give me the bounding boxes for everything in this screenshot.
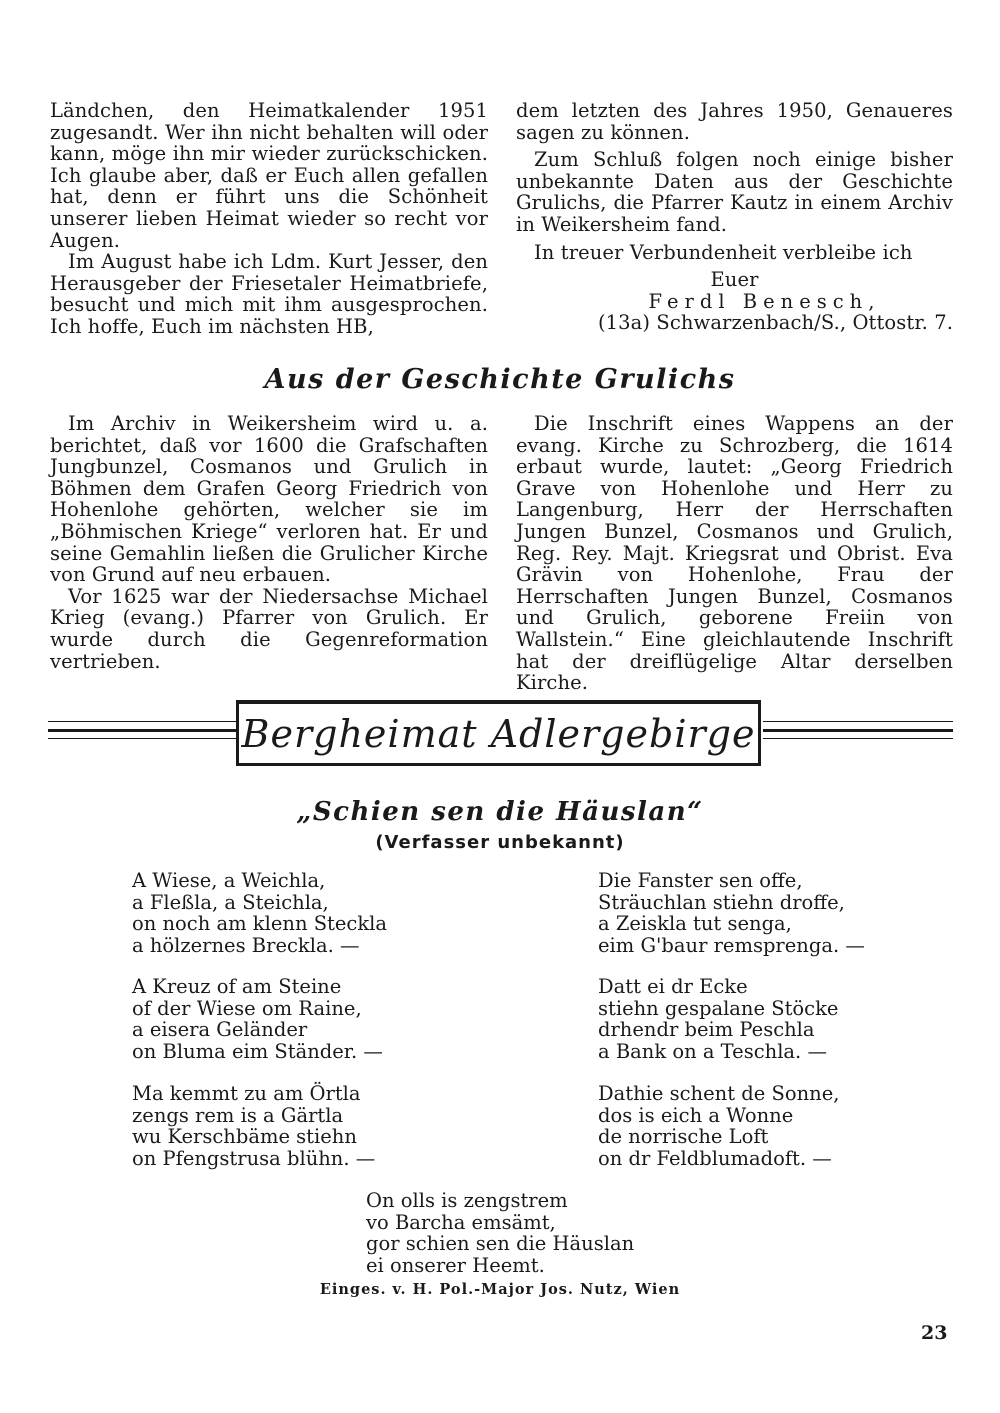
poem-line: zengs rem is a Gärtla <box>132 1103 344 1127</box>
poem-title: „Schien sen die Häuslan“ <box>296 797 704 827</box>
poem-stanza <box>132 870 387 956</box>
poem-line: Dathie schent de Sonne, <box>598 1082 840 1105</box>
poem-line: de norrische Loft <box>598 1125 769 1149</box>
poem-line: on Pfengstrusa blühn. — <box>132 1146 376 1170</box>
paragraph: Im August habe ich Ldm. Kurt Jesser, den Herausgeber der Friesetaler Heimatbriefe, besucht und mich mit ihm ausgesprochen. Ich hoffe, Euch im nächsten HB, <box>50 250 488 338</box>
poem-line: on noch am klenn Steckla <box>132 912 388 936</box>
banner-rule-right <box>763 721 953 745</box>
closing: Euer <box>710 268 759 292</box>
poem-line: a Zeiskla tut senga, <box>598 912 792 936</box>
paragraph: Die Inschrift eines Wappens an der evang. Kirche zu Schrozberg, die 1614 erbaut wurde, lautet: „Georg Friedrich Grave von Hohenlohe und Herr zu Langenburg, Herr der Herrschaften Jungen Bunzel, Cosmanos und Grulich, Reg. Rey. Majt. Kriegsrat und Obrist. Eva Grävin von Hohenlohe, Frau der Herrschaften Jungen Bunzel, Cosmanos und Grulich, geborene Freiin von Wallstein.“ Eine gleichlautende Inschrift hat der dreiflügelige Altar derselben Kirche. <box>516 412 953 695</box>
poem-stanza <box>598 870 865 956</box>
poem-line: a Fleßla, a Steichla, <box>132 890 329 914</box>
poem-line: vo Barcha emsämt, <box>366 1210 556 1234</box>
poem-stanza <box>132 1083 375 1169</box>
signature-address: (13a) Schwarzenbach/S., Ottostr. 7. <box>597 311 953 335</box>
paragraph: dem letzten des Jahres 1950, Genaueres sagen zu können. <box>516 99 953 144</box>
paragraph: In treuer Verbundenheit verbleibe ich <box>534 240 913 264</box>
paragraph: Zum Schluß folgen noch einige bisher unbekannte Daten aus der Geschichte Grulichs, die Pfarrer Kautz in einem Archiv in Weikersheim fand. <box>516 148 953 236</box>
banner-title: Bergheimat Adlergebirge <box>236 700 761 766</box>
poem-line: drhendr beim Peschla <box>598 1018 815 1042</box>
poem-line: A Kreuz of am Steine <box>132 975 342 998</box>
top-right-column <box>516 100 953 334</box>
poem-line: on dr Feldblumadoft. — <box>598 1146 832 1170</box>
poem-line: stiehn gespalane Stöcke <box>598 996 839 1020</box>
poem-stanza <box>598 1083 839 1169</box>
paragraph: Vor 1625 war der Niedersachse Michael Krieg (evang.) Pfarrer von Grulich. Er wurde durch die Gegenreformation vertrieben. <box>50 584 488 673</box>
article-right-column <box>516 413 953 694</box>
poem-line: wu Kerschbäme stiehn <box>132 1125 357 1149</box>
poem-line: Die Fanster sen offe, <box>598 869 803 892</box>
poem-credit: Einges. v. H. Pol.-Major Jos. Nutz, Wien <box>319 1281 681 1298</box>
banner-rule-left <box>48 721 236 745</box>
poem-line: Datt ei dr Ecke <box>598 975 748 998</box>
poem-line: a Bank on a Teschla. — <box>598 1039 827 1063</box>
poem-line: A Wiese, a Weichla, <box>132 869 326 892</box>
poem-line: Ma kemmt zu am Örtla <box>132 1082 361 1105</box>
poem-stanza-final <box>366 1190 634 1276</box>
poem-stanza <box>598 976 838 1062</box>
poem-line: Sträuchlan stiehn droffe, <box>598 890 845 914</box>
poem-subtitle: (Verfasser unbekannt) <box>375 832 625 853</box>
poem-stanza <box>132 976 383 1062</box>
page-number: 23 <box>921 1322 948 1344</box>
signature-name: Ferdl Benesch, <box>648 289 881 313</box>
poem-line: of der Wiese om Raine, <box>132 996 362 1020</box>
paragraph: Im Archiv in Weikersheim wird u. a. berichtet, daß vor 1600 die Grafschaften Jungbunzel, Cosmanos und Grulich in Böhmen dem Grafen Georg Friedrich von Hohenlohe gehörten, welcher sie im „Böhmischen Kriege“ verloren hat. Er und seine Gemahlin ließen die Grulicher Kirche von Grund auf neu erbauen. <box>50 412 488 587</box>
poem-line: a eisera Geländer <box>132 1018 308 1042</box>
top-left-column <box>50 100 488 338</box>
article-left-column <box>50 413 488 672</box>
poem-line: a hölzernes Breckla. — <box>132 933 360 957</box>
poem-line: gor schien sen die Häuslan <box>366 1232 635 1256</box>
section-banner <box>48 700 953 772</box>
poem-line: On olls is zengstrem <box>366 1189 568 1212</box>
paragraph: Ländchen, den Heimatkalender 1951 zugesandt. Wer ihn nicht behalten will oder kann, möge ihn mir wieder zurückschicken. Ich glaube aber, daß er Euch allen gefallen hat, denn er führt uns die Schönheit unserer lieben Heimat wieder so recht vor Augen. <box>50 99 488 252</box>
poem-line: on Bluma eim Ständer. — <box>132 1039 383 1063</box>
poem-line: eim G'baur remsprenga. — <box>598 933 865 957</box>
poem-line: ei onserer Heemt. <box>366 1253 545 1277</box>
article-heading: Aus der Geschichte Grulichs <box>264 364 736 395</box>
poem-line: dos is eich a Wonne <box>598 1103 794 1127</box>
